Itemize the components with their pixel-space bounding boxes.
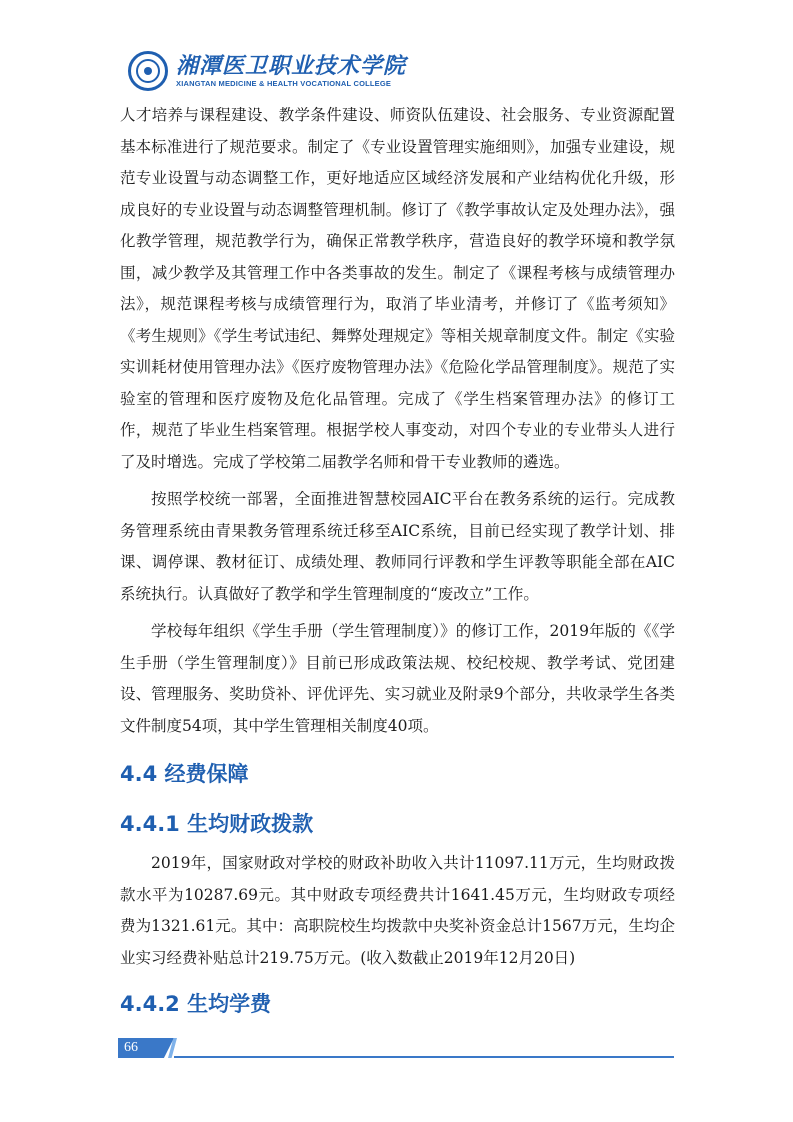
- footer-rule: [174, 1056, 674, 1058]
- school-name-en: XIANGTAN MEDICINE & HEALTH VOCATIONAL COLLEGE: [176, 79, 392, 88]
- page-body: [120, 100, 675, 1028]
- paragraph-financial-allocation: 2019年，国家财政对学校的财政补助收入共计11097.11万元，生均财政拨款水平为10287.69元。其中财政专项经费共计1641.45万元，生均财政专项经费为1321.61元。其中：高职院校生均拨款中央奖补资金总计1567万元，生均企业实习经费补贴总计219.75万元。(收入数截止2019年12月20日): [120, 854, 675, 967]
- subsection-heading-per-student-allocation: 4.4.1 生均财政拨款: [120, 812, 314, 836]
- page-footer: [118, 1038, 678, 1060]
- paragraph-student-handbook: 学校每年组织《学生手册（学生管理制度）》的修订工作，2019年版的《《学生手册（学生管理制度）》目前已形成政策法规、校纪校规、教学考试、党团建设、管理服务、奖助贷补、评优评先、实习就业及附录9个部分，共收录学生各类文件制度54项，其中学生管理相关制度40项。: [120, 622, 675, 735]
- school-brand: [176, 53, 406, 89]
- paragraph-aic-platform: 按照学校统一部署，全面推进智慧校园AIC平台在教务系统的运行。完成教务管理系统由青果教务管理系统迁移至AIC系统，目前已经实现了教学计划、排课、调停课、教材征订、成绩处理、教师同行评教和学生评教等职能全部在AIC系统执行。认真做好了教学和学生管理制度的“废改立”工作。: [120, 490, 675, 603]
- school-name: 湘潭医卫职业技术学院: [176, 53, 407, 79]
- page-number: 66: [124, 1040, 138, 1055]
- page-header: [128, 47, 406, 95]
- section-heading-funding: 4.4 经费保障: [120, 762, 249, 786]
- subsection-heading-tuition: 4.4.2 生均学费: [120, 992, 272, 1016]
- paragraph-regulations: 人才培养与课程建设、教学条件建设、师资队伍建设、社会服务、专业资源配置基本标准进行了规范要求。制定了《专业设置管理实施细则》，加强专业建设，规范专业设置与动态调整工作，更好地适应区域经济发展和产业结构优化升级，形成良好的专业设置与动态调整管理机制。修订了《教学事故认定及处理办法》，强化教学管理，规范教学行为，确保正常教学秩序，营造良好的教学环境和教学氛围，减少教学及其管理工作中各类事故的发生。制定了《课程考核与成绩管理办法》，规范课程考核与成绩管理行为，取消了毕业清考，并修订了《监考须知》《考生规则》《学生考试违纪、舞弊处理规定》等相关规章制度文件。制定《实验实训耗材使用管理办法》《医疗废物管理办法》《危险化学品管理制度》。规范了实验室的管理和医疗废物及危化品管理。完成了《学生档案管理办法》的修订工作，规范了毕业生档案管理。根据学校人事变动，对四个专业的专业带头人进行了及时增选。完成了学校第二届教学名师和骨干专业教师的遴选。: [120, 106, 675, 471]
- school-logo-icon: [128, 51, 168, 91]
